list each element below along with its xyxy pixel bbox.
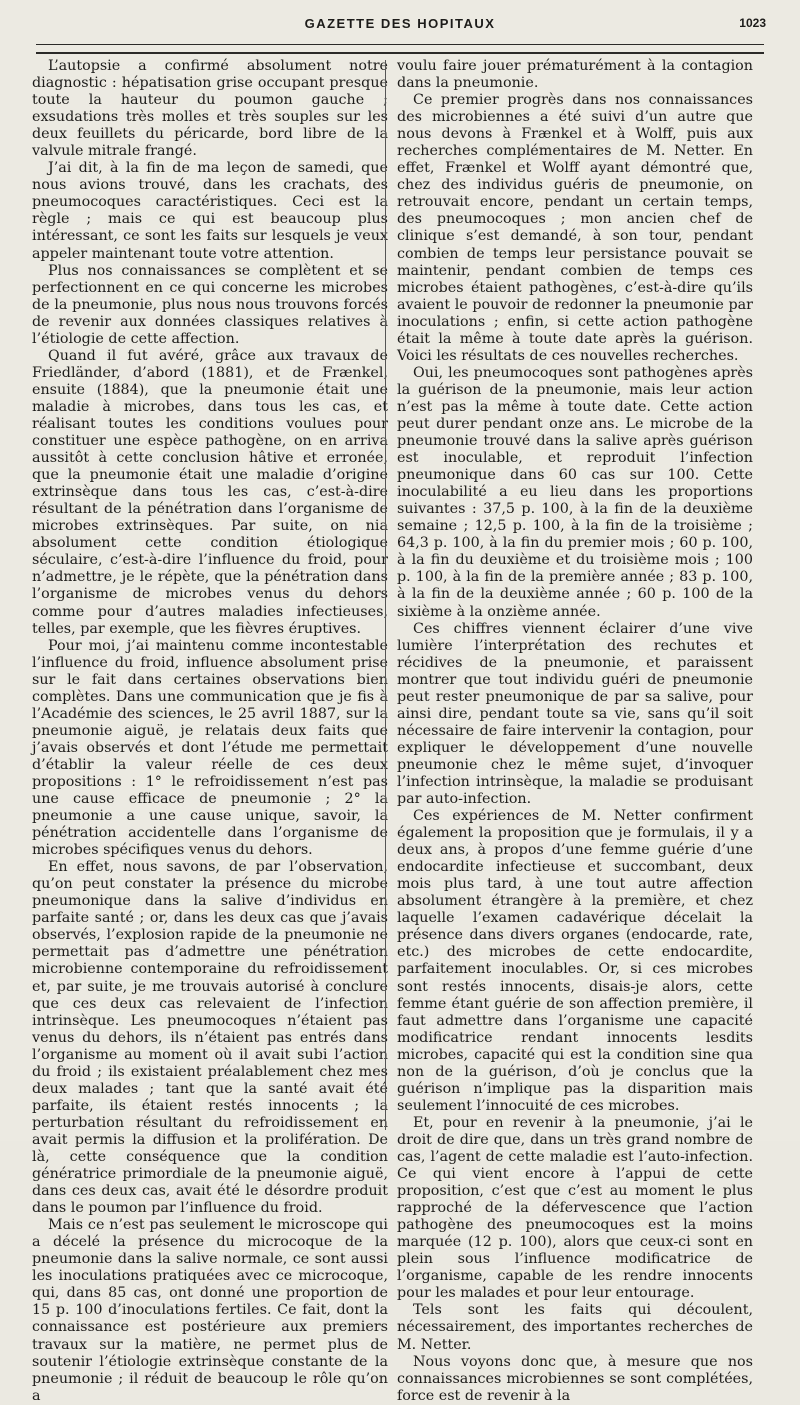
paragraph: L’autopsie a confirmé absolument notre diagnostic : hépatisation grise occupant presque toute la hauteur du poumon gauche ; exsudations très molles et très souples sur les deux feuillets du péricarde, bord libre de la valvule mitrale frangé. [32,58,388,160]
paragraph: Oui, les pneumocoques sont pathogènes après la guérison de la pneumonie, mais leur action n’est pas la même à toute date. Cette action peut durer pendant onze ans. Le microbe de la pneumonie trouvé dans la salive après guérison est inoculable, et reproduit l’infection pneumonique dans 60 cas sur 100. Cette inoculabilité a eu lieu dans les proportions suivantes : 37,5 p. 100, à la fin de la deuxième semaine ; 12,5 p. 100, à la fin de la troisième ; 64,3 p. 100, à la fin du premier mois ; 60 p. 100, à la fin du deuxième et du troisième mois ; 100 p. 100, à la fin de la première année ; 83 p. 100, à la fin de la deuxième année ; 60 p. 100 de la sixième à la onzième année. [397,364,753,620]
paragraph: Quand il fut avéré, grâce aux travaux de Friedländer, d’abord (1881), et de Frænkel, ensuite (1884), que la pneumonie était une maladie à microbes, dans tous les cas, et réalisant toutes les conditions voulues pour constituer une espèce pathogène, on en arriva aussitôt à cette conclusion hâtive et erronée, que la pneumonie était une maladie d’origine extrinsèque dans tous les cas, c’est-à-dire résultant de la pénétration dans l’organisme de microbes extrinsèques. Par suite, on nia absolument cette condition étiologique séculaire, c’est-à-dire l’influence du froid, pour n’admettre, je le répète, que la pénétration dans l’organisme de microbes venus du dehors comme pour d’autres maladies infectieuses, telles, par exemple, que les fièvres éruptives. [32,347,388,637]
paragraph: Plus nos connaissances se complètent et se perfectionnent en ce qui concerne les microbes de la pneumonie, plus nous nous trouvons forcés de revenir aux données classiques relatives à l’étiologie de cette affection. [32,262,388,347]
header-rule-thick [36,52,764,54]
right-column [397,58,753,1404]
paragraph: En effet, nous savons, de par l’observation, qu’on peut constater la présence du microbe pneumonique dans la salive d’individus en parfaite santé ; or, dans les deux cas que j’avais observés, l’explosion rapide de la pneumonie ne permettait pas d’admettre une pénétration microbienne contemporaine du refroidissement et, par suite, je me trouvais autorisé à conclure que ces deux cas relevaient de l’infection intrinsèque. Les pneumocoques n’étaient pas venus du dehors, ils n’étaient pas entrés dans l’organisme au moment où il avait subi l’action du froid ; ils existaient préalablement chez mes deux malades ; tant que la santé avait été parfaite, ils étaient restés innocents ; la perturbation résultant du refroidissement en avait permis la diffusion et la prolifération. De là, cette conséquence que la condition génératrice primordiale de la pneumonie aiguë, dans ces deux cas, avait été le désordre produit dans le poumon par l’influence du froid. [32,859,388,1217]
column-divider [385,60,386,1130]
paragraph: Et, pour en revenir à la pneumonie, j’ai le droit de dire que, dans un très grand nombre de cas, l’agent de cette maladie est l’auto-infection. Ce qui vient encore à l’appui de cette proposition, c’est que c’est au moment le plus rapproché de la défervescence que l’action pathogène des pneumocoques est la moins marquée (12 p. 100), alors que ceux-ci sont en plein sous l’influence modificatrice de l’organisme, capable de les rendre innocents pour les malades et pour leur entourage. [397,1114,753,1302]
running-title: GAZETTE DES HOPITAUX [304,16,496,31]
paragraph: Tels sont les faits qui découlent, nécessairement, des importantes recherches de M. Netter. [397,1302,753,1353]
page-number: 1023 [739,16,766,30]
paragraph: Pour moi, j’ai maintenu comme incontestable l’influence du froid, influence absolument prise sur le fait dans certaines observations bien complètes. Dans une communication que je fis à l’Académie des sciences, le 25 avril 1887, sur la pneumonie aiguë, je relatais deux faits que j’avais observés et dont l’étude me permettait d’établir la valeur réelle de ces deux propositions : 1° le refroidissement n’est pas une cause efficace de pneumonie ; 2° la pneumonie a une cause unique, savoir, la pénétration accidentelle dans l’organisme de microbes spécifiques venus du dehors. [32,637,388,859]
paragraph: Nous voyons donc que, à mesure que nos connaissances microbiennes se sont complétées, force est de revenir à la [397,1353,753,1404]
paragraph: Ces expériences de M. Netter confirment également la proposition que je formulais, il y a deux ans, à propos d’une femme guérie d’une endocardite infectieuse et succombant, deux mois plus tard, à une tout autre affection absolument étrangère à la première, et chez laquelle l’examen cadavérique décelait la présence dans divers organes (endocarde, rate, etc.) des microbes de cette endocardite, parfaitement inoculables. Or, si ces microbes sont restés innocents, disais-je alors, cette femme étant guérie de son affection première, il faut admettre dans l’organisme une capacité modificatrice rendant innocents lesdits microbes, capacité qui est la condition sine qua non de la guérison, d’où je conclus que la guérison n’implique pas la disparition mais seulement l’innocuité de ces microbes. [397,808,753,1114]
header-rule-thin [36,44,764,45]
paragraph: voulu faire jouer prématurément à la contagion dans la pneumonie. [397,58,753,92]
paragraph: J’ai dit, à la fin de ma leçon de samedi, que nous avions trouvé, dans les crachats, des pneumocoques caractéristiques. Ceci est la règle ; mais ce qui est beaucoup plus intéressant, ce sont les faits sur lesquels je veux appeler maintenant toute votre attention. [32,160,388,262]
left-column [32,58,388,1404]
paragraph: Ces chiffres viennent éclairer d’une vive lumière l’interprétation des rechutes et récidives de la pneumonie, et paraissent montrer que tout individu guéri de pneumonie peut rester pneumonique de par sa salive, pour ainsi dire, pendant toute sa vie, sans qu’il soit nécessaire de faire intervenir la contagion, pour expliquer le développement d’une nouvelle pneumonie chez le même sujet, d’invoquer l’infection intrinsèque, la maladie se produisant par auto-infection. [397,620,753,808]
paragraph: Ce premier progrès dans nos connaissances des microbiennes a été suivi d’un autre que nous devons à Frænkel et à Wolff, puis aux recherches complémentaires de M. Netter. En effet, Frænkel et Wolff ayant démontré que, chez des individus guéris de pneumonie, on retrouvait encore, pendant un certain temps, des pneumocoques ; mon ancien chef de clinique s’est demandé, à son tour, pendant combien de temps leur persistance pouvait se maintenir, pendant combien de temps ces microbes étaient pathogènes, c’est-à-dire qu’ils avaient le pouvoir de redonner la pneumonie par inoculations ; enfin, si cette action pathogène était la même à toute date après la guérison. Voici les résultats de ces nouvelles recherches. [397,92,753,364]
page-header [0,14,800,38]
paragraph: Mais ce n’est pas seulement le microscope qui a décelé la présence du microcoque de la pneumonie dans la salive normale, ce sont aussi les inoculations pratiquées avec ce microcoque, qui, dans 85 cas, ont donné une proportion de 15 p. 100 d’inoculations fertiles. Ce fait, dont la connaissance est postérieure aux premiers travaux sur la matière, ne permet plus de soutenir l’étiologie extrinsèque constante de la pneumonie ; il réduit de beaucoup le rôle qu’on a [32,1217,388,1404]
